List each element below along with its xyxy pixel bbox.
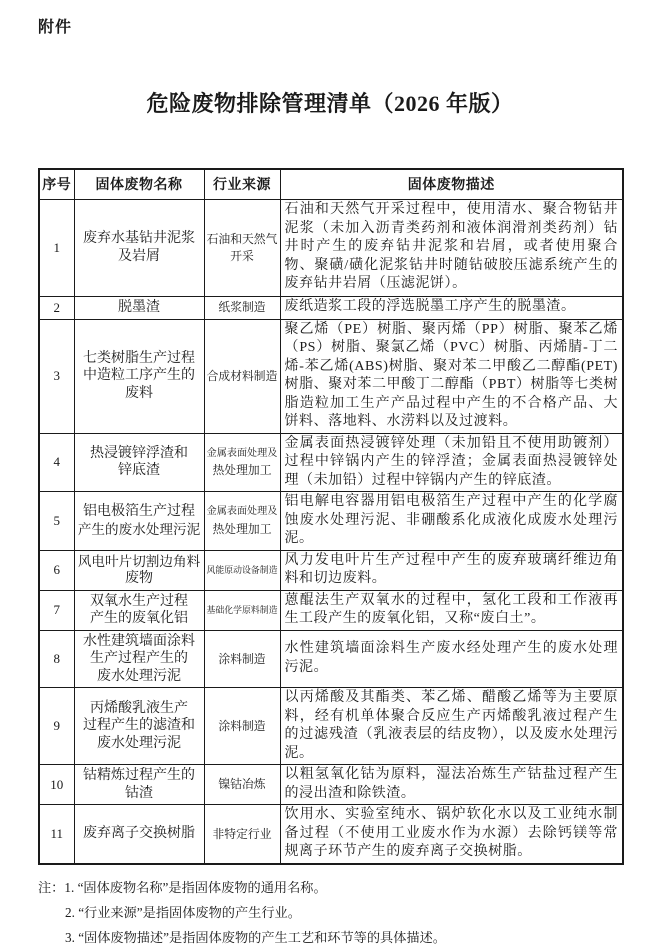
footnote-item: 2. “行业来源”是指固体废物的产生行业。 bbox=[65, 904, 301, 920]
waste-name-cell: 热浸镀锌浮渣和 锌底渣 bbox=[74, 433, 204, 492]
waste-description-cell: 铝电解电容器用铝电极箔生产过程中产生的化学腐蚀废水处理污泥、非硼酸系化成液化成废水处理污泥。 bbox=[280, 492, 623, 551]
waste-description-cell: 聚乙烯（PE）树脂、聚丙烯（PP）树脂、聚苯乙烯（PS）树脂、聚氯乙烯（PVC）树脂、丙烯腈-丁二烯-苯乙烯(ABS)树脂、聚对苯二甲酸乙二醇酯(PET)树脂、聚对苯二甲酸丁二醇酯（PBT）树脂等七类树脂造粒加工生产产品过程中产生的不合格产品、大饼料、落地料、水涝料以及过渡料。 bbox=[280, 319, 623, 433]
waste-name-cell: 铝电极箔生产过程 产生的废水处理污泥 bbox=[74, 492, 204, 551]
waste-description-cell: 金属表面热浸镀锌处理（未加铅且不使用助镀剂）过程中锌锅内产生的锌浮渣；金属表面热浸镀锌处理（未加铅）过程中锌锅内产生的锌底渣。 bbox=[280, 433, 623, 492]
footnote-prefix: 注： bbox=[38, 879, 65, 895]
waste-name-cell: 脱墨渣 bbox=[74, 296, 204, 319]
footnote-item: 1. “固体废物名称”是指固体废物的通用名称。 bbox=[64, 879, 327, 895]
row-number-cell: 10 bbox=[39, 765, 74, 805]
table-header-row bbox=[39, 169, 623, 199]
waste-name-cell: 双氧水生产过程 产生的废氧化铝 bbox=[74, 590, 204, 630]
industry-source-cell: 石油和天然气 开采 bbox=[204, 199, 280, 296]
waste-name-cell: 丙烯酸乳液生产 过程产生的滤渣和 废水处理污泥 bbox=[74, 688, 204, 765]
header-row-number: 序号 bbox=[39, 169, 74, 199]
table-row bbox=[39, 765, 623, 805]
row-number-cell: 3 bbox=[39, 319, 74, 433]
document-title: 危险废物排除管理清单（2026 年版） bbox=[146, 91, 514, 116]
industry-source-cell: 合成材料制造 bbox=[204, 319, 280, 433]
waste-description-cell: 水性建筑墙面涂料生产废水经处理产生的废水处理污泥。 bbox=[280, 630, 623, 688]
row-number-cell: 6 bbox=[39, 550, 74, 590]
row-number-cell: 8 bbox=[39, 630, 74, 688]
row-number-cell: 5 bbox=[39, 492, 74, 551]
waste-name-cell: 水性建筑墙面涂料 生产过程产生的 废水处理污泥 bbox=[74, 630, 204, 688]
row-number-cell: 1 bbox=[39, 199, 74, 296]
industry-source-cell: 风能原动设备制造 bbox=[204, 550, 280, 590]
footnote-line-1 bbox=[38, 875, 622, 900]
row-number-cell: 2 bbox=[39, 296, 74, 319]
industry-source-cell: 纸浆制造 bbox=[204, 296, 280, 319]
waste-name-cell: 废弃离子交换树脂 bbox=[74, 805, 204, 864]
footnote-item: 3. “固体废物描述”是指固体废物的产生工艺和环节等的具体描述。 bbox=[65, 929, 446, 945]
row-number-cell: 4 bbox=[39, 433, 74, 492]
table-row bbox=[39, 688, 623, 765]
industry-source-cell: 涂料制造 bbox=[204, 630, 280, 688]
waste-description-cell: 石油和天然气开采过程中，使用清水、聚合物钻井泥浆（未加入沥青类药剂和液体润滑剂类药剂）钻井时产生的废弃钻井泥浆和岩屑，或者使用聚合物、聚磺/磺化泥浆钻井时随钻破胶压滤系统产生的废弃钻井岩屑（压滤泥饼）。 bbox=[280, 199, 623, 296]
waste-description-cell: 废纸造浆工段的浮选脱墨工序产生的脱墨渣。 bbox=[280, 296, 623, 319]
industry-source-cell: 基础化学原料制造 bbox=[204, 590, 280, 630]
row-number-cell: 9 bbox=[39, 688, 74, 765]
footnote-line-3 bbox=[38, 925, 622, 950]
industry-source-cell: 金属表面处理及 热处理加工 bbox=[204, 492, 280, 551]
industry-source-cell: 非特定行业 bbox=[204, 805, 280, 864]
attachment-label: 附件 bbox=[38, 19, 73, 36]
waste-name-cell: 七类树脂生产过程 中造粒工序产生的 废料 bbox=[74, 319, 204, 433]
table-body bbox=[39, 199, 623, 864]
table-row bbox=[39, 805, 623, 864]
table-row bbox=[39, 433, 623, 492]
table-row bbox=[39, 630, 623, 688]
table-row bbox=[39, 590, 623, 630]
industry-source-cell: 金属表面处理及 热处理加工 bbox=[204, 433, 280, 492]
table-row bbox=[39, 492, 623, 551]
waste-description-cell: 以丙烯酸及其酯类、苯乙烯、醋酸乙烯等为主要原料，经有机单体聚合反应生产丙烯酸乳液过程产生的过滤残渣（乳液表层的结皮物），以及废水处理污泥。 bbox=[280, 688, 623, 765]
header-industry-source: 行业来源 bbox=[204, 169, 280, 199]
waste-description-cell: 蒽醌法生产双氧水的过程中，氢化工段和工作液再生工段产生的废氧化铝，又称“废白土”。 bbox=[280, 590, 623, 630]
header-waste-description: 固体废物描述 bbox=[280, 169, 623, 199]
table-row bbox=[39, 296, 623, 319]
table-row bbox=[39, 319, 623, 433]
waste-name-cell: 废弃水基钻井泥浆 及岩屑 bbox=[74, 199, 204, 296]
header-waste-name: 固体废物名称 bbox=[74, 169, 204, 199]
footnote-line-2 bbox=[38, 900, 622, 925]
waste-name-cell: 风电叶片切割边角料 废物 bbox=[74, 550, 204, 590]
waste-description-cell: 风力发电叶片生产过程中产生的废弃玻璃纤维边角料和切边废料。 bbox=[280, 550, 623, 590]
industry-source-cell: 涂料制造 bbox=[204, 688, 280, 765]
footnotes bbox=[38, 875, 622, 950]
table-row bbox=[39, 550, 623, 590]
table-row bbox=[39, 199, 623, 296]
industry-source-cell: 镍钴冶炼 bbox=[204, 765, 280, 805]
waste-name-cell: 钴精炼过程产生的 钴渣 bbox=[74, 765, 204, 805]
waste-description-cell: 饮用水、实验室纯水、锅炉软化水以及工业纯水制备过程（不使用工业废水作为水源）去除钙镁等常规离子环节产生的废弃离子交换树脂。 bbox=[280, 805, 623, 864]
waste-description-cell: 以粗氢氧化钴为原料，湿法冶炼生产钴盐过程产生的浸出渣和除铁渣。 bbox=[280, 765, 623, 805]
row-number-cell: 7 bbox=[39, 590, 74, 630]
row-number-cell: 11 bbox=[39, 805, 74, 864]
hazardous-waste-table bbox=[38, 168, 624, 865]
